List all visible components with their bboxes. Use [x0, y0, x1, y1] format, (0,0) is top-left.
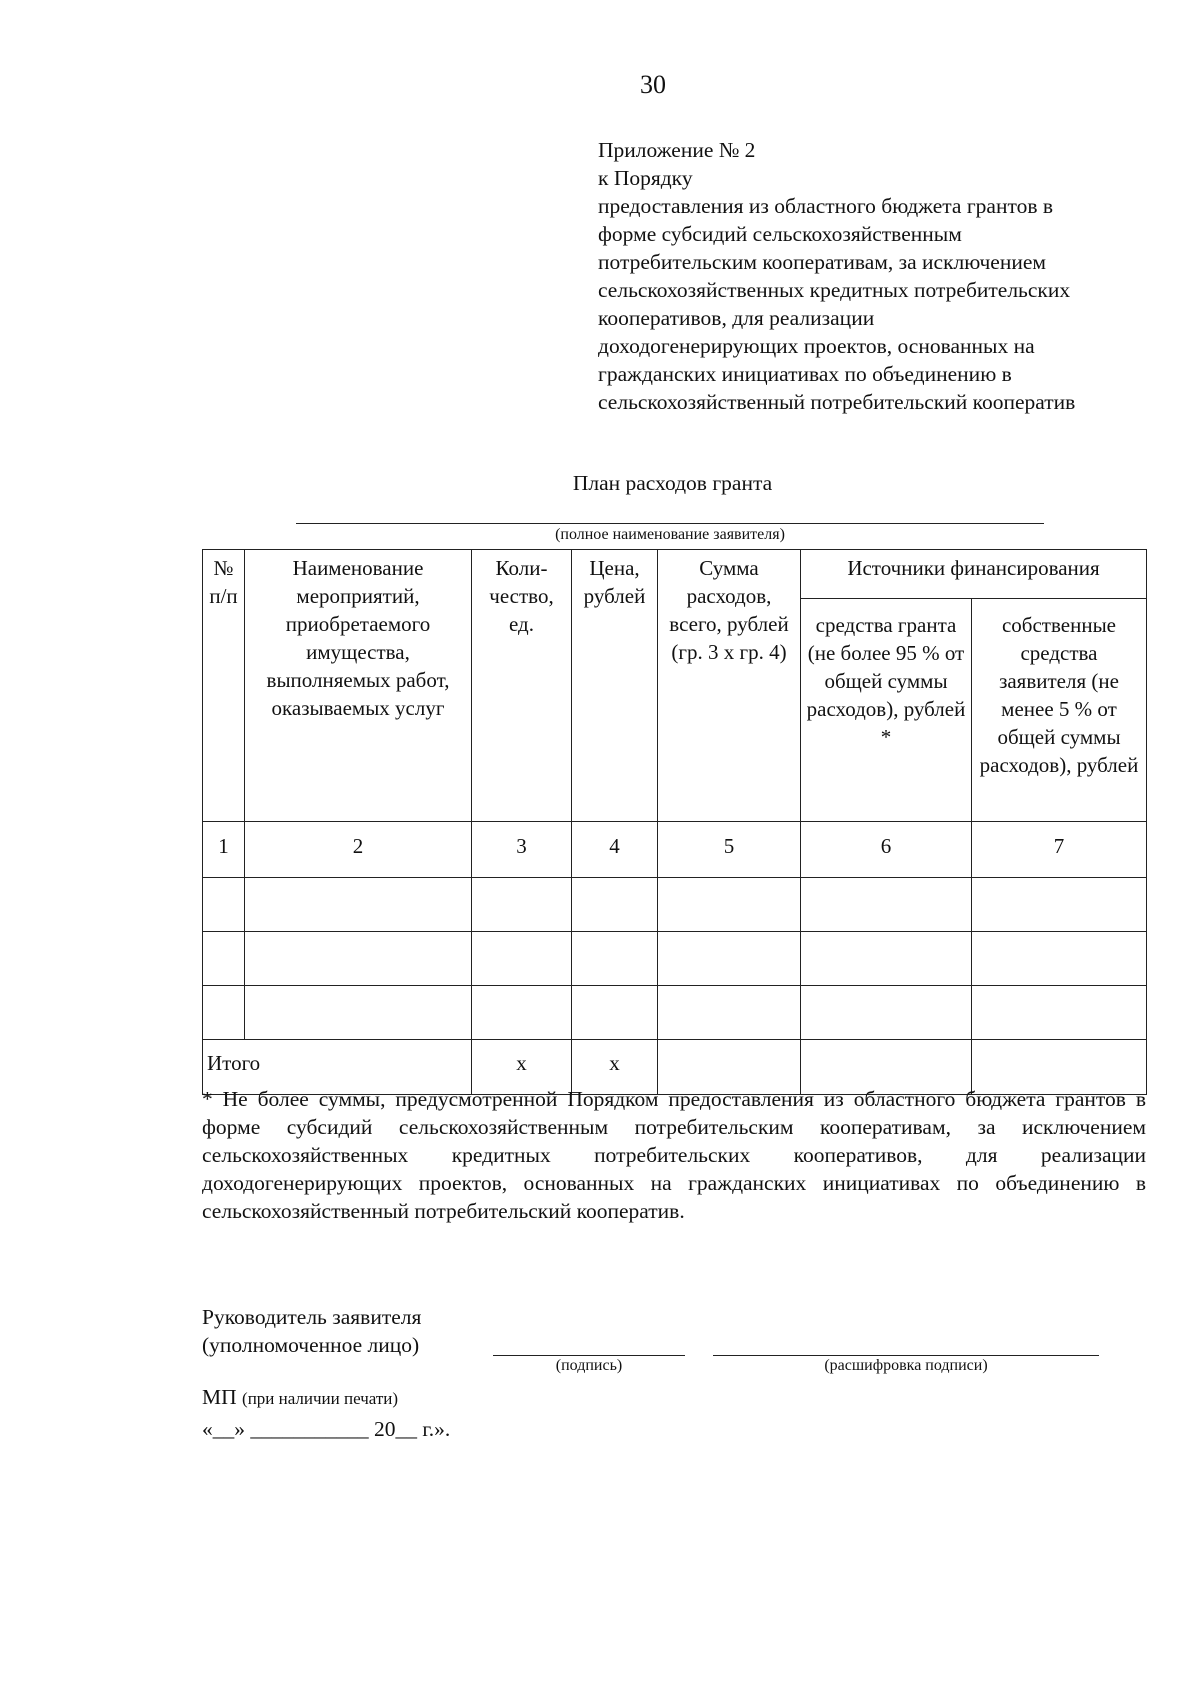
table-cell — [572, 986, 658, 1040]
signatory-title: Руководитель заявителя — [202, 1305, 422, 1329]
column-number: 5 — [658, 822, 801, 878]
date-line: «__» ___________ 20__ г.». — [202, 1417, 451, 1441]
table-cell — [245, 932, 472, 986]
table-cell — [472, 878, 572, 932]
table-cell — [801, 878, 972, 932]
stamp-placeholder — [202, 1385, 398, 1410]
header-item-name: Наименование мероприятий, приобретаемого имущества, выполняемых работ, оказываемых услуг — [245, 550, 472, 822]
column-number: 7 — [972, 822, 1147, 878]
appendix-line: Приложение № 2 — [598, 138, 756, 162]
document-title: План расходов гранта — [572, 471, 773, 495]
appendix-line: к Порядку — [598, 166, 693, 190]
column-number-row — [203, 822, 1147, 878]
stamp-note: (при наличии печати) — [242, 1389, 399, 1408]
signatory-label — [202, 1303, 421, 1359]
table-cell — [472, 986, 572, 1040]
appendix-line: форме субсидий сельскохозяйственным — [598, 222, 962, 246]
header-number: № п/п — [203, 550, 245, 822]
table-cell — [972, 986, 1147, 1040]
table-cell — [245, 986, 472, 1040]
table-cell — [972, 932, 1147, 986]
total-label: Итого — [203, 1040, 472, 1095]
footnote: * Не более суммы, предусмотренной Порядком предоставления из областного бюджета грантов в форме субсидий сельскохозяйственным потребительским кооперативам, за исключением сельскохозяйственных кредитных потребительских кооперативов, для реализации доходогенерирующих проектов, основанных на гражданских инициативах по объединению в сельскохозяйственный потребительский кооператив. — [202, 1087, 1146, 1223]
page-number: 30 — [640, 70, 666, 99]
total-price: х — [572, 1040, 658, 1095]
table-cell — [658, 986, 801, 1040]
appendix-line: доходогенерирующих проектов, основанных на — [598, 334, 1035, 358]
header-quantity: Коли-чество, ед. — [472, 550, 572, 822]
signature-decode-caption: (расшифровка подписи) — [824, 1357, 988, 1374]
appendix-line: гражданских инициативах по объединению в — [598, 362, 1012, 386]
appendix-reference — [598, 136, 1158, 416]
column-number: 2 — [245, 822, 472, 878]
table-cell — [203, 878, 245, 932]
table-cell — [203, 932, 245, 986]
grant-expense-table — [202, 549, 1147, 1095]
header-total-sum: Сумма расходов, всего, рублей (гр. 3 х гр. 4) — [658, 550, 801, 822]
table-cell — [658, 932, 801, 986]
header-price: Цена, рублей — [572, 550, 658, 822]
appendix-line: потребительским кооперативам, за исключением — [598, 250, 1047, 274]
applicant-name-caption: (полное наименование заявителя) — [555, 526, 785, 543]
appendix-line: кооперативов, для реализации — [598, 306, 875, 330]
stamp-label: МП — [202, 1385, 237, 1409]
appendix-line: сельскохозяйственных кредитных потребительских — [598, 278, 1071, 302]
column-number: 3 — [472, 822, 572, 878]
table-cell — [572, 878, 658, 932]
column-number: 6 — [801, 822, 972, 878]
table-row — [203, 986, 1147, 1040]
appendix-line: сельскохозяйственный потребительский кооператив — [598, 390, 1076, 414]
table-cell — [203, 986, 245, 1040]
table-row — [203, 878, 1147, 932]
table-cell — [801, 986, 972, 1040]
signature-caption: (подпись) — [555, 1357, 623, 1374]
appendix-line: предоставления из областного бюджета грантов в — [598, 194, 1053, 218]
table-cell — [245, 878, 472, 932]
table-cell — [658, 878, 801, 932]
applicant-name-line — [296, 523, 1044, 524]
column-number: 1 — [203, 822, 245, 878]
header-grant-funds: средства гранта (не более 95 % от общей суммы расходов), рублей * — [801, 599, 972, 822]
total-quantity: х — [472, 1040, 572, 1095]
table-cell — [801, 932, 972, 986]
table-cell — [572, 932, 658, 986]
signatory-note: (уполномоченное лицо) — [202, 1333, 420, 1357]
signature-line — [493, 1355, 685, 1356]
table-row — [203, 932, 1147, 986]
header-own-funds: собственные средства заявителя (не менее 5 % от общей суммы расходов), рублей — [972, 599, 1147, 822]
column-number: 4 — [572, 822, 658, 878]
table-cell — [972, 878, 1147, 932]
signature-decode-line — [713, 1355, 1099, 1356]
table-cell — [472, 932, 572, 986]
header-funding-sources: Источники финансирования — [801, 550, 1147, 599]
